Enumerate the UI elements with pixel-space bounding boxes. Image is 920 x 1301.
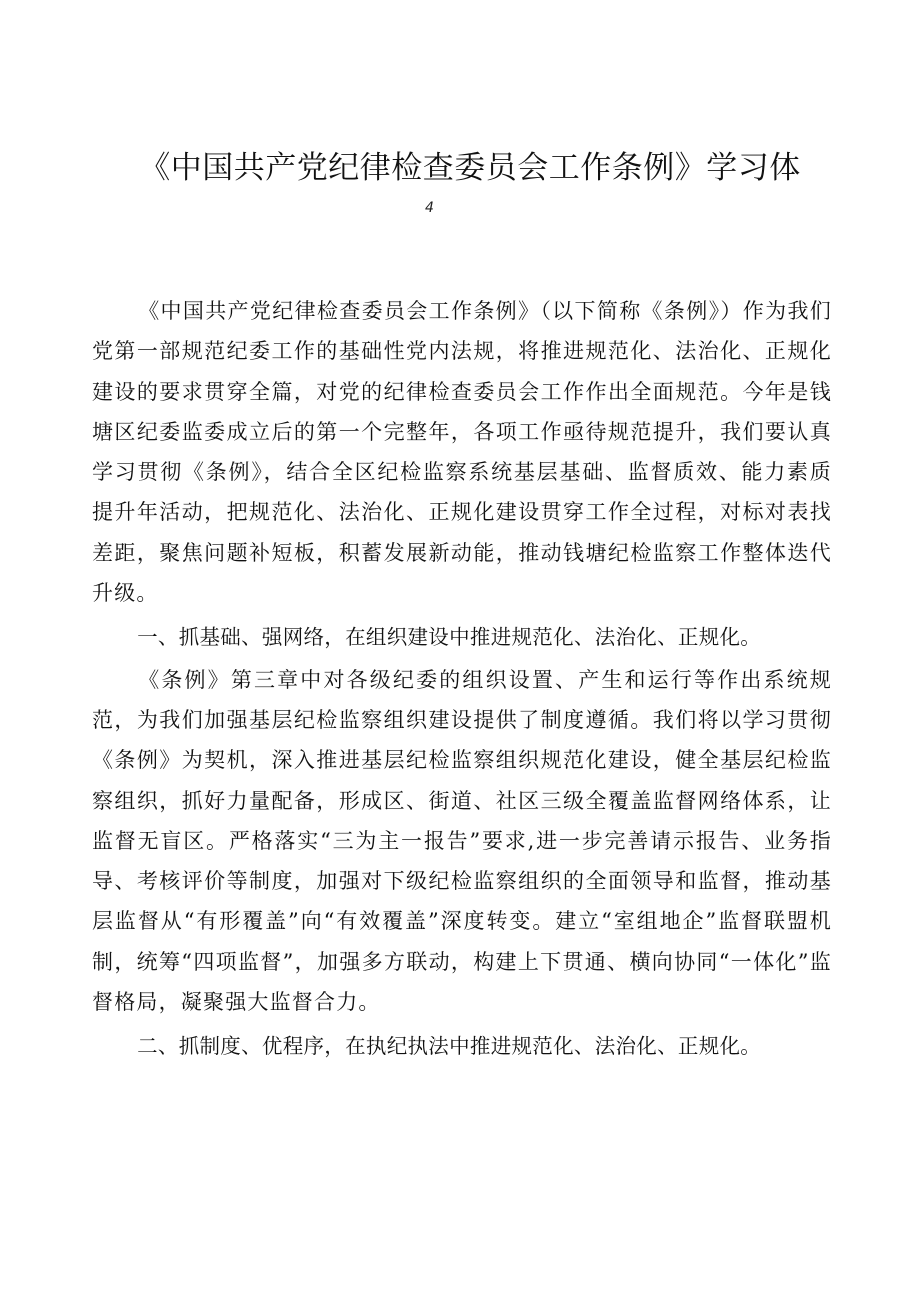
document-body bbox=[92, 291, 832, 1069]
intro-paragraph: 《中国共产党纪律检查委员会工作条例》（以下简称《条例》）作为我们党第一部规范纪委工作的基础性党内法规，将推进规范化、法治化、正规化建设的要求贯穿全篇，对党的纪律检查委员会工作作出全面规范。今年是钱塘区纪委监委成立后的第一个完整年，各项工作亟待规范提升，我们要认真学习贯彻《条例》，结合全区纪检监察系统基层基础、监督质效、能力素质提升年活动，把规范化、法治化、正规化建设贯穿工作全过程，对标对表找差距，聚焦问题补短板，积蓄发展新动能，推动钱塘纪检监察工作整体迭代升级。 bbox=[92, 299, 832, 606]
document-title: 《中国共产党纪律检查委员会工作条例》学习体 bbox=[139, 150, 801, 186]
section-heading-2: 二、抓制度、优程序，在执纪执法中推进规范化、法治化、正规化。 bbox=[137, 1034, 762, 1059]
page-number: 4 bbox=[425, 200, 434, 216]
section-1-paragraph: 《条例》第三章中对各级纪委的组织设置、产生和运行等作出系统规范，为我们加强基层纪检监察组织建设提供了制度遵循。我们将以学习贯彻《条例》为契机，深入推进基层纪检监察组织规范化建设，健全基层纪检监察组织，抓好力量配备，形成区、街道、社区三级全覆盖监督网络体系，让监督无盲区。严格落实“三为主一报告”要求,进一步完善请示报告、业务指导、考核评价等制度，加强对下级纪检监察组织的全面领导和监督，推动基层监督从“有形覆盖”向“有效覆盖”深度转变。建立“室组地企”监督联盟机制，统筹“四项监督”，加强多方联动，构建上下贯通、横向协同“一体化”监督格局，凝聚强大监督合力。 bbox=[92, 667, 832, 1015]
section-heading-1: 一、抓基础、强网络，在组织建设中推进规范化、法治化、正规化。 bbox=[137, 625, 762, 650]
